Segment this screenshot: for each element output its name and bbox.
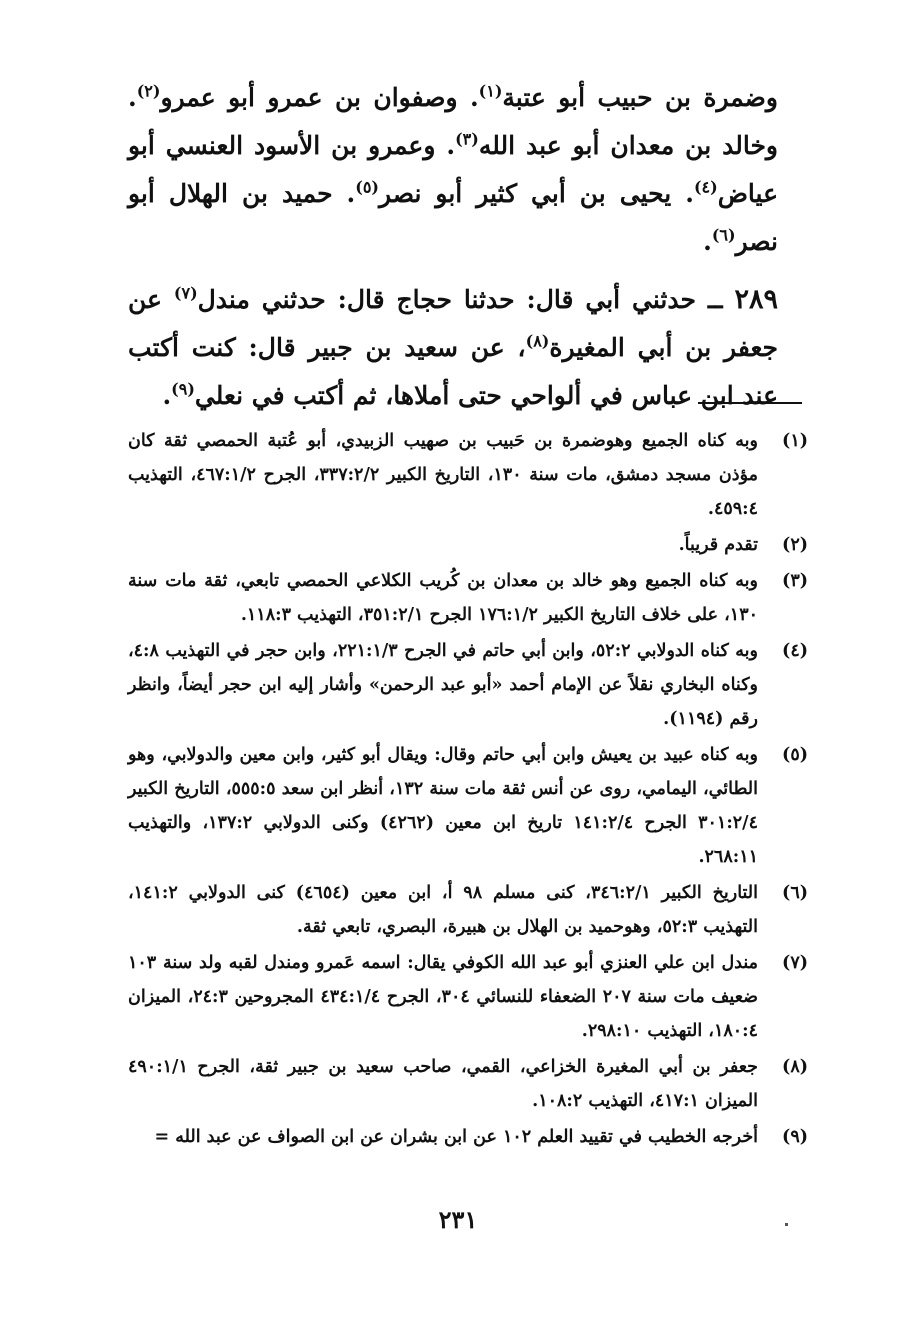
text-segment: . وصفوان بن عمرو أبو عمرو <box>160 83 479 112</box>
footnote-marker: (٢) <box>136 81 161 101</box>
scan-speck <box>785 1223 788 1226</box>
footnotes-section <box>128 424 808 1156</box>
footnote-item <box>128 738 808 874</box>
footnote-text: وبه كناه الجميع وهو خالد بن معدان بن كُريب الكلاعي الحمصي تابعي، ثقة مات سنة ١٣٠، على خلاف التاريخ الكبير ١٧٦:١/٢ الجرح ٣٥١:٢/١، التهذيب ١١٨:٣. <box>128 571 758 625</box>
footnote-separator <box>698 402 802 404</box>
text-segment: . وخالد بن معدان أبو عبد الله <box>128 83 778 160</box>
text-segment: . يحيى بن أبي كثير أبو نصر <box>379 179 694 208</box>
footnote-text: أخرجه الخطيب في تقييد العلم ١٠٢ عن ابن بشران عن ابن الصواف عن عبد الله = <box>154 1127 758 1147</box>
footnote-marker: (٧) <box>173 283 198 303</box>
footnote-marker: (٣) <box>455 129 479 149</box>
footnote-number: (٢) <box>782 535 808 555</box>
footnote-number: (٨) <box>782 1057 808 1077</box>
text-segment: . <box>703 227 712 256</box>
footnote-text: وبه كناه عبيد بن يعيش وابن أبي حاتم وقال: ويقال أبو كثير، وابن معين والدولابي، وهو الطائي، اليمامي، روى عن أنس ثقة مات سنة ١٣٢، أنظر ابن سعد ٥٥٥:٥، التاريخ الكبير ٣٠١:٢/٤ الجرح ١٤١:٢/٤ تاريخ ابن معين (٤٢٦٢) وكنى الدولابي ١٣٧:٢، والتهذيب ٢٦٨:١١. <box>128 745 759 867</box>
text-segment: . <box>162 381 172 410</box>
main-text-body <box>128 74 778 420</box>
footnote-number: (٣) <box>782 571 808 591</box>
footnote-number: (٩) <box>782 1127 808 1147</box>
footnote-marker: (٨) <box>525 331 550 351</box>
footnote-marker: (٥) <box>355 177 379 197</box>
footnote-text: تقدم قريباً. <box>678 535 758 555</box>
text-segment: . حميد بن الهلال أبو نصر <box>128 179 778 256</box>
footnote-marker: (٤) <box>693 177 718 197</box>
footnote-text: وبه كناه الدولابي ٥٢:٢، وابن أبي حاتم في الجرح ٢٢١:١/٣، وابن حجر في التهذيب ٤:٨، وكناه البخاري نقلاً عن الإمام أحمد «أبو عبد الرحمن» وأشار إليه ابن حجر أيضاً، وانظر رقم (١١٩٤). <box>128 641 758 729</box>
footnote-item <box>128 528 808 562</box>
footnote-item <box>128 564 808 632</box>
page-number: ٢٣١ <box>438 1205 478 1234</box>
text-segment: ، عن سعيد بن جبير قال: كنت أكتب عند ابن عباس في ألواحي حتى أملاها، ثم أكتب في نعلي <box>128 333 778 410</box>
text-segment: عن جعفر بن أبي المغيرة <box>128 285 778 362</box>
text-segment: ــ حدثني أبي قال: حدثنا حجاج قال: حدثني مندل <box>197 285 735 314</box>
footnote-marker: (٩) <box>171 379 195 399</box>
footnote-number: (٧) <box>782 953 808 973</box>
footnote-marker: (٦) <box>711 225 736 245</box>
footnote-number: (٤) <box>782 641 808 661</box>
paragraph-narrators <box>128 74 778 266</box>
paragraph-hadith <box>128 276 778 420</box>
footnote-number: (٥) <box>782 745 808 765</box>
hadith-number: ٢٨٩ <box>734 284 778 315</box>
footnote-text: مندل ابن علي العنزي أبو عبد الله الكوفي يقال: اسمه عَمرو ومندل لقبه ولد سنة ١٠٣ ضعيف مات سنة ٢٠٧ الضعفاء للنسائي ٣٠٤، الجرح ٤٣٤:١/٤ المجروحين ٢٤:٣، الميزان ١٨٠:٤، التهذيب ٢٩٨:١٠. <box>128 953 758 1041</box>
footnote-item <box>128 946 808 1048</box>
text-segment: وضمرة بن حبيب أبو عتبة <box>502 83 778 112</box>
footnote-item <box>128 1120 808 1154</box>
footnote-text: وبه كناه الجميع وهوضمرة بن حَبيب بن صهيب الزبيدي، أبو عُتبة الحمصي ثقة كان مؤذن مسجد دمشق، مات سنة ١٣٠، التاريخ الكبير ٣٣٧:٢/٢، الجرح ٤٦٧:١/٢، التهذيب ٤٥٩:٤. <box>128 431 758 519</box>
footnote-text: التاريخ الكبير ٣٤٦:٢/١، كنى مسلم ٩٨ أ، ابن معين (٤٦٥٤) كنى الدولابي ١٤١:٢، التهذيب ٥٢:٣، وهوحميد بن الهلال بن هبيرة، البصري، تابعي ثقة. <box>128 883 758 937</box>
footnote-text: جعفر بن أبي المغيرة الخزاعي، القمي، صاحب سعيد بن جبير ثقة، الجرح ٤٩٠:١/١ الميزان ٤١٧:١، التهذيب ١٠٨:٢. <box>128 1057 758 1111</box>
footnote-item <box>128 424 808 526</box>
footnote-item <box>128 634 808 736</box>
footnote-number: (٦) <box>782 883 808 903</box>
footnote-item <box>128 876 808 944</box>
footnote-number: (١) <box>782 431 808 451</box>
footnote-marker: (١) <box>478 81 503 101</box>
footnote-item <box>128 1050 808 1118</box>
text-segment: . وعمرو بن الأسود العنسي أبو عياض <box>128 131 778 208</box>
